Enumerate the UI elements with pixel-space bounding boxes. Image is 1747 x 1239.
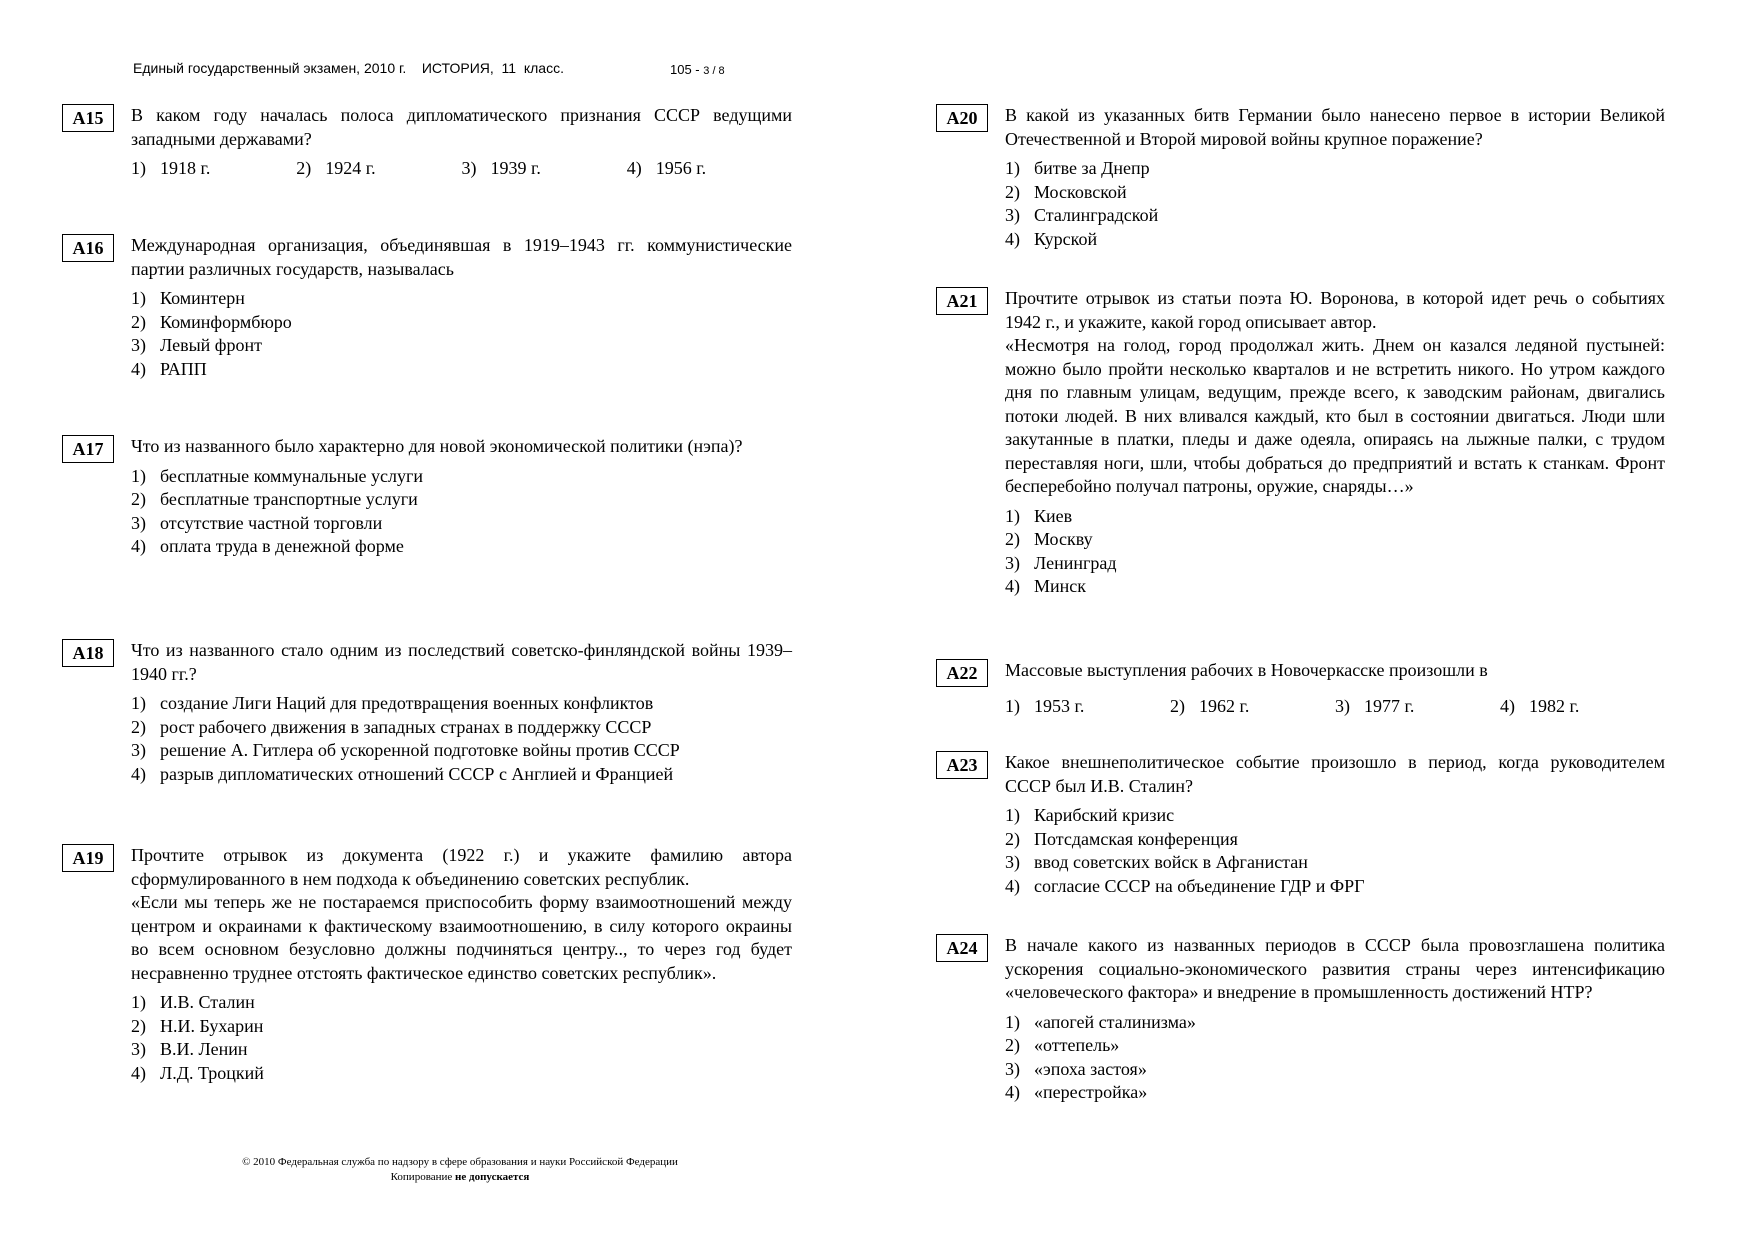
answer-option[interactable]: 1) Коминтерн (131, 288, 245, 308)
question-text: Прочтите отрывок из документа (1922 г.) и укажите фамилию автора сформулированного в нем подхода к объединению советских республик. (131, 845, 792, 889)
answer-option[interactable]: 2) Н.И. Бухарин (131, 1015, 264, 1036)
answer-option[interactable]: 3) Ленинград (1005, 552, 1117, 573)
question-text: Международная организация, объединявшая в 1919–1943 гг. коммунистические партии различных государств, называлась (131, 235, 792, 279)
task-body (1005, 659, 1665, 718)
question-text: Что из названного стало одним из последствий советско-финляндской войны 1939–1940 гг.? (131, 640, 792, 684)
answer-option[interactable]: 3) Сталинградской (1005, 205, 1159, 225)
answer-options (131, 157, 792, 181)
answer-option[interactable]: 2) 1924 г. (296, 158, 376, 178)
answer-option[interactable]: 1) создание Лиги Наций для предотвращения военных конфликтов (131, 693, 654, 713)
task-label: A24 (936, 934, 988, 962)
answer-option[interactable]: 4) 1982 г. (1500, 695, 1580, 716)
answer-options (1005, 505, 1665, 599)
task-a18 (62, 639, 792, 786)
answer-option[interactable]: 4) «перестройка» (1005, 1082, 1148, 1102)
task-label: A19 (62, 844, 114, 872)
task-body (131, 104, 792, 181)
page-footer (0, 1155, 920, 1185)
exam-title: Единый государственный экзамен, 2010 г. ИСТОРИЯ, 11 класс. (133, 60, 564, 76)
answer-option[interactable]: 1) бесплатные коммунальные услуги (131, 465, 424, 486)
answer-option[interactable]: 4) согласие СССР на объединение ГДР и ФРГ (1005, 875, 1365, 896)
answer-option[interactable]: 3) 1939 г. (461, 158, 541, 178)
answer-option[interactable]: 4) разрыв дипломатических отношений СССР с Англией и Францией (131, 763, 674, 784)
task-body (131, 234, 792, 381)
answer-option[interactable]: 1) 1918 г. (131, 158, 211, 178)
task-body (131, 844, 792, 1085)
question-text: В какой из указанных битв Германии было нанесено первое в истории Великой Отечественной и Второй мировой войны крупное поражение? (1005, 105, 1665, 149)
question-text: В начале какого из названных периодов в СССР была провозглашена политика ускорения социально-экономического развития страны через интенсификацию «человеческого фактора» и внедрение в промышленность достижений НТР? (1005, 935, 1665, 1002)
answer-option[interactable]: 3) В.И. Ленин (131, 1039, 248, 1059)
task-body (131, 435, 792, 559)
task-body (1005, 934, 1665, 1105)
document-quote: «Несмотря на голод, город продолжал жить. Днем он казался ледяной пустыней: можно было пройти несколько кварталов и не встретить никого. Но утром каждого дня по главным улицам, ведущим, прежде всего, к заводским районам, двигались потоки людей. В них вливался каждый, кто был в состоянии двигаться. Люди шли закутанные в платки, пледы и даже одеяла, опираясь на лыжные палки, с трудом переставляя ноги, шли, чтобы добраться до предприятий и встать к станкам. Фронт бесперебойно получал патроны, оружие, снаряды…» (1005, 335, 1665, 496)
copyright-line: © 2010 Федеральная служба по надзору в сфере образования и науки Российской Федерации (242, 1156, 678, 1168)
page-of: 3 / 8 (703, 65, 725, 77)
answer-option[interactable]: 2) Московской (1005, 181, 1127, 202)
answer-option[interactable]: 4) 1956 г. (626, 158, 707, 178)
answer-options (131, 465, 792, 559)
answer-option[interactable]: 3) «эпоха застоя» (1005, 1058, 1147, 1079)
task-label: A22 (936, 659, 988, 687)
task-body (131, 639, 792, 786)
page-header (133, 60, 725, 77)
answer-option[interactable]: 4) Минск (1005, 576, 1087, 596)
question-text: Массовые выступления рабочих в Новочеркасске произошли в (1005, 660, 1488, 680)
answer-option[interactable]: 2) Москву (1005, 529, 1093, 549)
task-a22 (936, 659, 1665, 718)
page-number (670, 62, 725, 77)
answer-option[interactable]: 1) «апогей сталинизма» (1005, 1011, 1196, 1032)
answer-option[interactable]: 1) битве за Днепр (1005, 158, 1150, 178)
task-label: A18 (62, 639, 114, 667)
task-label: A21 (936, 287, 988, 315)
answer-options (131, 287, 792, 381)
answer-option[interactable]: 1) Киев (1005, 505, 1073, 526)
task-label: A15 (62, 104, 114, 132)
answer-option[interactable]: 1) 1953 г. (1005, 695, 1085, 716)
answer-option[interactable]: 3) отсутствие частной торговли (131, 512, 383, 533)
answer-option[interactable]: 3) ввод советских войск в Афганистан (1005, 852, 1308, 872)
document-quote: «Если мы теперь же не постараемся приспособить форму взаимоотношений между центром и окраинами к фактическому взаимоотношению, в силу которого окраины во всем основном безусловно должны подчиняться центру.., то через год будет несравненно труднее отстоять фактическое единство советских республик». (131, 892, 792, 983)
answer-option[interactable]: 2) «оттепель» (1005, 1035, 1120, 1055)
answer-option[interactable]: 2) 1962 г. (1170, 695, 1250, 716)
answer-option[interactable]: 1) И.В. Сталин (131, 992, 255, 1012)
answer-option[interactable]: 1) Карибский кризис (1005, 805, 1175, 825)
answer-options (131, 991, 792, 1085)
task-a17 (62, 435, 792, 559)
task-a20 (936, 104, 1665, 251)
answer-option[interactable]: 3) решение А. Гитлера об ускоренной подготовке войны против СССР (131, 740, 680, 760)
task-a19 (62, 844, 792, 1085)
task-a23 (936, 751, 1665, 898)
answer-option[interactable]: 2) рост рабочего движения в западных странах в поддержку СССР (131, 716, 652, 737)
question-text: В каком году началась полоса дипломатического признания СССР ведущими западными державами? (131, 105, 792, 149)
answer-option[interactable]: 2) Потсдамская конференция (1005, 828, 1238, 849)
task-label: A20 (936, 104, 988, 132)
task-body (1005, 751, 1665, 898)
answer-options (1005, 157, 1665, 251)
task-body (1005, 104, 1665, 251)
question-text: Прочтите отрывок из статьи поэта Ю. Воронова, в которой идет речь о событиях 1942 г., и укажите, какой город описывает автор. (1005, 288, 1665, 332)
answer-option[interactable]: 2) Коминформбюро (131, 311, 292, 332)
task-label: A17 (62, 435, 114, 463)
task-label: A16 (62, 234, 114, 262)
answer-options (1005, 804, 1665, 898)
task-a21 (936, 287, 1665, 599)
task-a16 (62, 234, 792, 381)
answer-options (1005, 695, 1665, 719)
question-text: Какое внешнеполитическое событие произошло в период, когда руководителем СССР был И.В. Сталин? (1005, 752, 1665, 796)
page-code: 105 - (670, 62, 700, 77)
copy-notice: Копирование не допускается (390, 1171, 530, 1183)
answer-option[interactable]: 4) РАПП (131, 358, 207, 379)
answer-option[interactable]: 3) Левый фронт (131, 335, 262, 355)
answer-option[interactable]: 2) бесплатные транспортные услуги (131, 489, 418, 509)
task-a15 (62, 104, 792, 181)
answer-option[interactable]: 4) оплата труда в денежной форме (131, 536, 404, 556)
answer-option[interactable]: 4) Курской (1005, 228, 1098, 249)
question-text: Что из названного было характерно для новой экономической политики (нэпа)? (131, 436, 743, 456)
task-label: A23 (936, 751, 988, 779)
answer-options (1005, 1011, 1665, 1105)
answer-option[interactable]: 3) 1977 г. (1335, 695, 1415, 716)
answer-options (131, 692, 792, 786)
task-body (1005, 287, 1665, 599)
answer-option[interactable]: 4) Л.Д. Троцкий (131, 1062, 264, 1083)
task-a24 (936, 934, 1665, 1105)
